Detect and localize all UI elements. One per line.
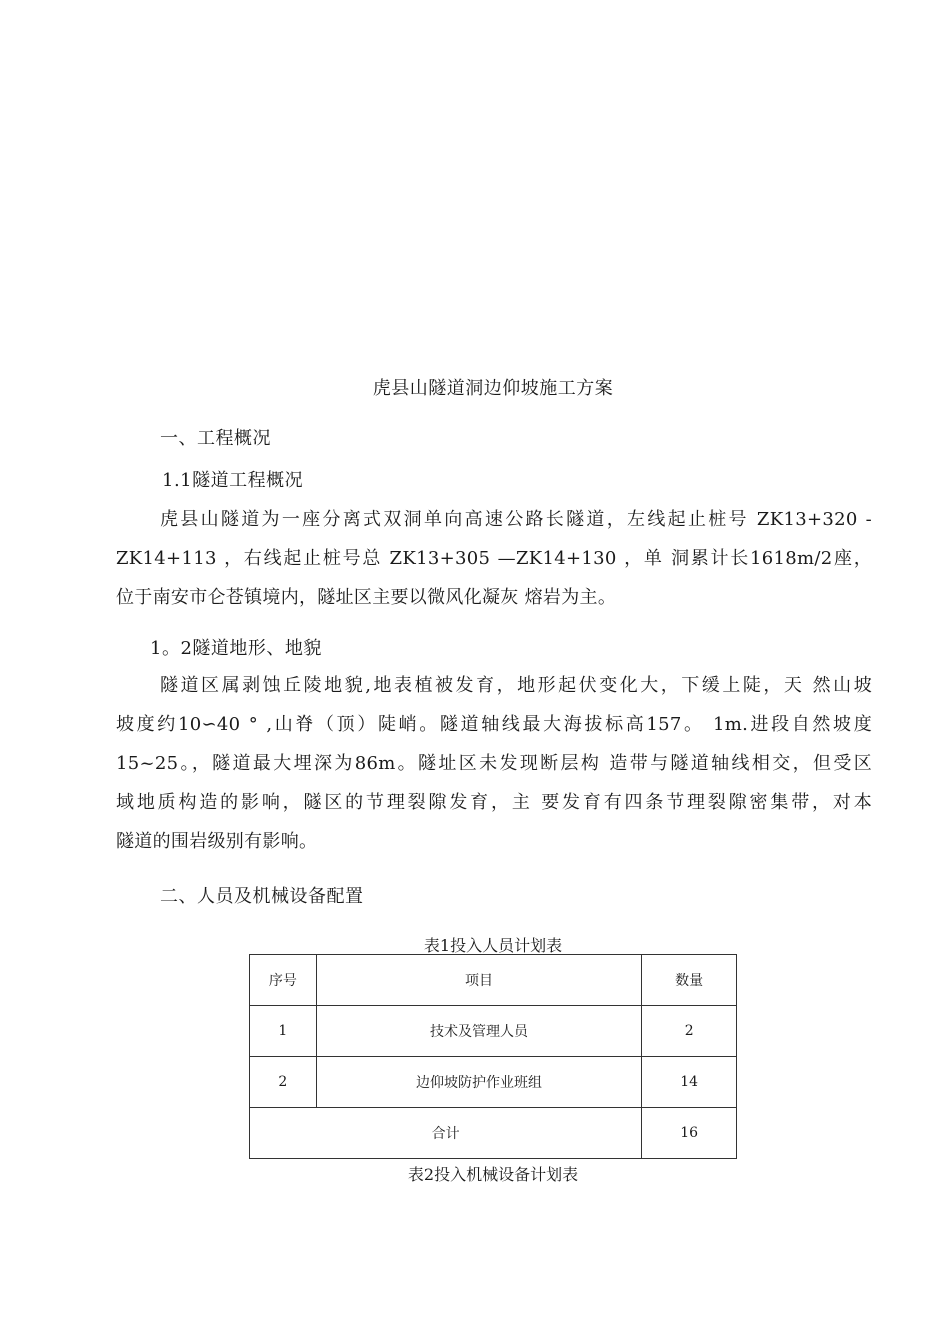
table-cell: 边仰坡防护作业班组 <box>316 1057 642 1108</box>
table-cell: 2 <box>642 1006 737 1057</box>
paragraph-line: ZK14+113 ，右线起止桩号总 ZK13+305 —ZK14+130 ，单 洞累计长1618m/2座， <box>116 548 872 569</box>
table-header-cell: 序号 <box>250 955 317 1006</box>
table-header-row <box>250 955 737 1006</box>
table-1-caption: 表1投入人员计划表 <box>423 936 563 955</box>
table-cell: 2 <box>250 1057 317 1108</box>
section-1-1-heading: 1.1隧道工程概况 <box>162 470 304 491</box>
section-1-1-paragraph <box>116 500 872 617</box>
table-row <box>250 1006 737 1057</box>
section-1-heading: 一、工程概况 <box>160 428 271 449</box>
paragraph-line: 虎县山隧道为一座分离式双洞单向高速公路长隧道，左线起止桩号 ZK13+320 - <box>160 509 872 530</box>
paragraph-line: 坡度约10∽40 ° ,山脊（顶）陡峭。隧道轴线最大海拔标高157。 1m.进段自然坡度 <box>116 714 872 735</box>
paragraph-line: 隧道区属剥蚀丘陵地貌,地表植被发育，地形起伏变化大，下缓上陡，天 然山坡 <box>160 675 872 696</box>
paragraph-line: 位于南安市仑苍镇境内，隧址区主要以微风化凝灰 熔岩为主。 <box>116 587 617 608</box>
paragraph-line: 域地质构造的影响，隧区的节理裂隙发育，主 要发育有四条节理裂隙密集带，对本 <box>116 792 872 813</box>
table-total-value: 16 <box>642 1108 737 1159</box>
table-total-row <box>250 1108 737 1159</box>
table-row <box>250 1057 737 1108</box>
table-cell: 14 <box>642 1057 737 1108</box>
section-2-heading: 二、人员及机械设备配置 <box>160 886 364 907</box>
section-1-2-paragraph <box>116 666 872 861</box>
staff-plan-table <box>249 954 737 1159</box>
table-2-caption: 表2投入机械设备计划表 <box>407 1165 579 1184</box>
paragraph-line: 15~25。，隧道最大埋深为86m。隧址区未发现断层构 造带与隧道轴线相交，但受区 <box>116 753 872 774</box>
table-header-cell: 数量 <box>642 955 737 1006</box>
table-cell: 技术及管理人员 <box>316 1006 642 1057</box>
document-title: 虎县山隧道洞边仰坡施工方案 <box>372 378 614 399</box>
table-cell: 1 <box>250 1006 317 1057</box>
table-total-label: 合计 <box>250 1108 642 1159</box>
section-1-2-heading: 1。2隧道地形、地貌 <box>150 638 322 659</box>
paragraph-line: 隧道的围岩级别有影响。 <box>116 831 318 852</box>
table-header-cell: 项目 <box>316 955 642 1006</box>
